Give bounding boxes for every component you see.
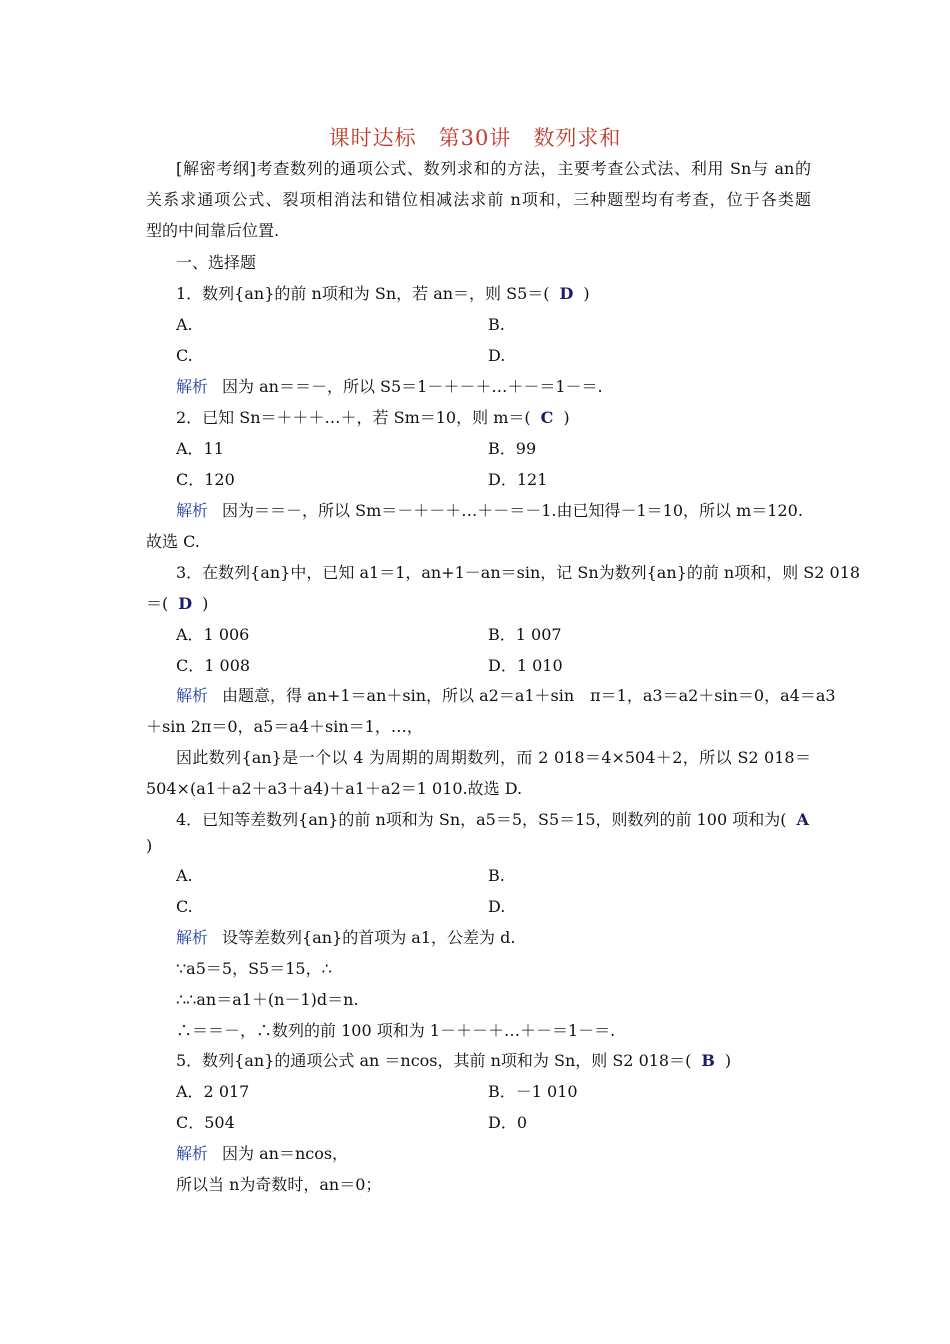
q2-option-c: C．120 <box>176 470 235 489</box>
question-2-answer: C <box>540 408 554 427</box>
question-3-answer: D <box>178 594 193 613</box>
question-1-text: 1．数列{an}的前 n项和为 Sn，若 an＝，则 S5＝( <box>176 284 550 303</box>
q5-option-d: D．0 <box>488 1113 528 1132</box>
q1-solution-text: 因为 an＝＝－，所以 S5＝1－＋－＋…＋－＝1－＝. <box>222 377 603 396</box>
q1-option-a: A. <box>176 315 193 334</box>
question-1-close: ) <box>583 284 590 303</box>
q5-solution-text-2: 所以当 n为奇数时，an＝0； <box>176 1175 382 1194</box>
q2-solution-text-2: 故选 C. <box>146 532 200 551</box>
q5-option-a: A．2 017 <box>176 1082 250 1101</box>
q1-option-d: D. <box>488 346 506 365</box>
q2-option-a: A．11 <box>176 439 224 458</box>
page-title: 课时达标 第30讲 数列求和 <box>328 126 622 150</box>
q4-option-c: C. <box>176 897 193 916</box>
q3-option-d: D．1 010 <box>488 656 563 675</box>
section-heading: 一、选择题 <box>176 253 257 272</box>
q3-solution-text-1: 由题意，得 an+1＝an＋sin，所以 a2＝a1＋sin π＝1，a3＝a2＋sin＝0，a4＝a3 <box>222 686 836 705</box>
q1-solution <box>176 377 841 397</box>
q4-option-a: A. <box>176 866 193 885</box>
question-5-close: ) <box>724 1051 732 1070</box>
question-2-close: ) <box>563 408 570 427</box>
question-4-answer: A <box>796 810 809 829</box>
q3-solution <box>176 686 836 706</box>
q2-solution-text-1: 因为＝＝－，所以 Sm＝－＋－＋…＋－＝－1.由已知得－1＝10，所以 m＝120. <box>222 501 803 520</box>
q3-solution-text-3: 因此数列{an}是一个以 4 为周期的周期数列，而 2 018＝4×504＋2，所以 S2 018＝ <box>176 748 811 767</box>
solution-tag: 解析 <box>176 928 209 947</box>
q4-solution-text-1: 设等差数列{an}的首项为 a1，公差为 d. <box>222 928 516 947</box>
question-4-stem-2: ) <box>146 836 153 855</box>
q3-solution-text-4: 504×(a1＋a2＋a3＋a4)＋a1＋a2＝1 010.故选 D. <box>146 779 523 798</box>
q3-option-a: A．1 006 <box>176 625 250 644</box>
question-2-text: 2．已知 Sn＝＋＋＋…＋，若 Sm＝10，则 m＝( <box>176 408 531 427</box>
solution-tag: 解析 <box>176 686 209 705</box>
q3-option-b: B．1 007 <box>488 625 562 644</box>
intro-line-3: 型的中间靠后位置. <box>146 221 280 240</box>
q3-solution-text-2: ＋sin 2π＝0，a5＝a4＋sin＝1，…， <box>146 717 423 736</box>
q2-solution <box>176 501 811 521</box>
q4-solution <box>176 928 841 948</box>
q4-solution-text-3: ∴∴an＝a1＋(n－1)d＝n. <box>176 990 359 1009</box>
q5-solution-text-1: 因为 an＝ncos， <box>222 1144 349 1163</box>
q5-option-b: B．－1 010 <box>488 1082 578 1101</box>
q2-option-d: D．121 <box>488 470 548 489</box>
q2-option-b: B．99 <box>488 439 537 458</box>
q3-option-c: C．1 008 <box>176 656 251 675</box>
solution-tag: 解析 <box>176 377 209 396</box>
intro-line-1: [解密考纲]考查数列的通项公式、数列求和的方法，主要考查公式法、利用 Sn与 an的 <box>176 159 811 178</box>
question-3-stem-1: 3．在数列{an}中，已知 a1＝1，an+1－an＝sin，记 Sn为数列{an}的前 n项和，则 S2 018 <box>176 563 861 582</box>
question-2-stem <box>176 408 841 428</box>
question-5-answer: B <box>701 1051 715 1070</box>
question-3-close: ) <box>202 594 209 613</box>
question-3-stem-2 <box>146 594 811 614</box>
question-5-text: 5．数列{an}的通项公式 an ＝ncos，其前 n项和为 Sn，则 S2 018＝( <box>176 1051 692 1070</box>
intro-line-2: 关系求通项公式、裂项相消法和错位相减法求前 n项和，三种题型均有考查，位于各类题 <box>146 190 811 209</box>
q1-option-c: C. <box>176 346 193 365</box>
q4-solution-text-2: ∵a5＝5，S5＝15，∴ <box>176 959 332 978</box>
question-1-stem <box>176 284 841 304</box>
q4-option-b: B. <box>488 866 505 885</box>
q5-option-c: C．504 <box>176 1113 235 1132</box>
question-1-answer: D <box>559 284 574 303</box>
question-5-stem <box>176 1051 841 1071</box>
q1-option-b: B. <box>488 315 505 334</box>
question-4-stem-1 <box>176 810 811 830</box>
question-4-text: 4．已知等差数列{an}的前 n项和为 Sn，a5＝5，S5＝15，则数列的前 100 项和为( <box>176 810 787 829</box>
solution-tag: 解析 <box>176 1144 209 1163</box>
solution-tag: 解析 <box>176 501 209 520</box>
q5-solution <box>176 1144 841 1164</box>
question-3-text: ＝( <box>146 594 169 613</box>
q4-solution-text-4: ∴＝＝－，∴数列的前 100 项和为 1－＋－＋…＋－＝1－＝. <box>176 1021 616 1040</box>
q4-option-d: D. <box>488 897 506 916</box>
